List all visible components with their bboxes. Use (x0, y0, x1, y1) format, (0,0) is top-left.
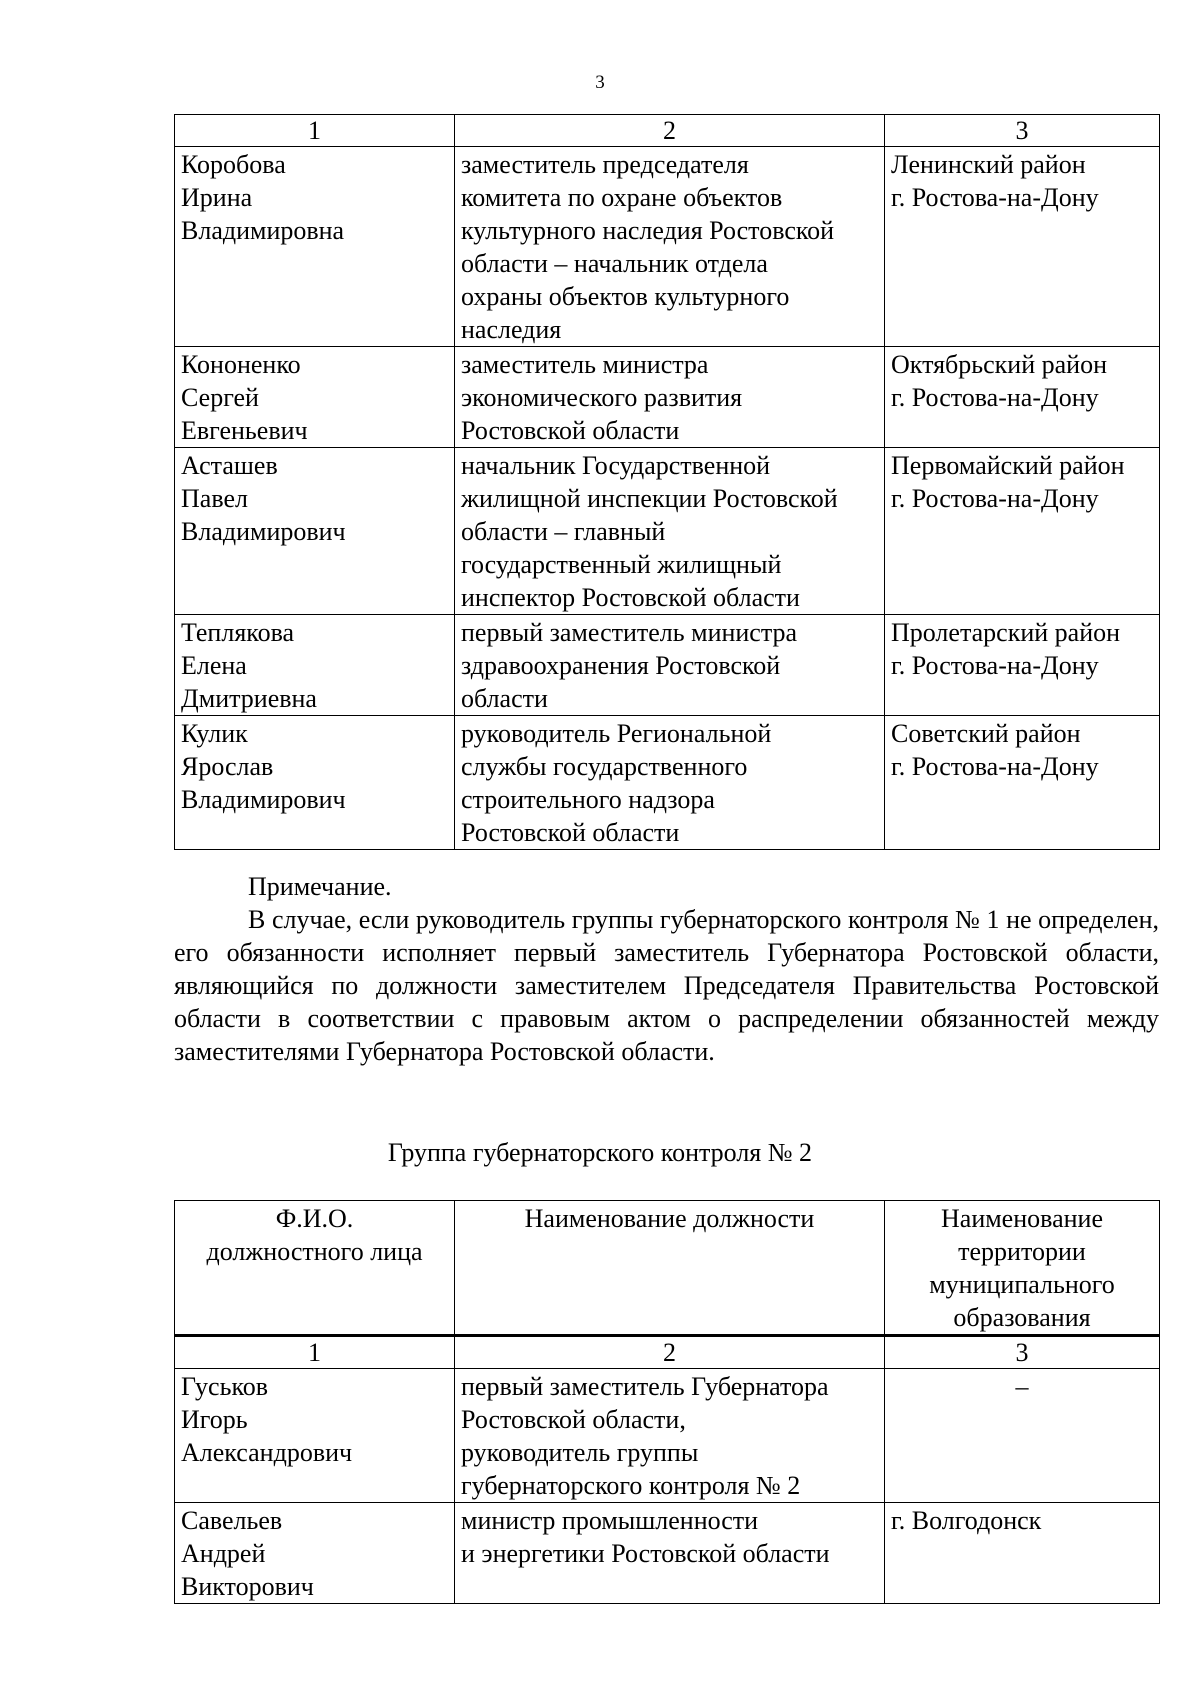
position-line: Ростовской области, (461, 1405, 686, 1434)
territory-cell (885, 716, 1160, 850)
position-cell (455, 615, 885, 716)
territory-cell (885, 347, 1160, 448)
position-line: службы государственного (461, 752, 748, 781)
name-line: Кулик (181, 719, 248, 748)
official-name-cell (175, 1503, 455, 1604)
position-line: строительного надзора (461, 785, 715, 814)
position-line: инспектор Ростовской области (461, 583, 800, 612)
official-name-cell (175, 1369, 455, 1503)
column-number: 2 (455, 115, 885, 147)
territory-line: Октябрьский район (891, 350, 1107, 379)
position-line: заместитель министра (461, 350, 709, 379)
header-line: Ф.И.О. (275, 1204, 354, 1233)
territory-line: – (1015, 1372, 1029, 1401)
territory-cell (885, 147, 1160, 347)
territory-cell (885, 1503, 1160, 1604)
name-line: Сергей (181, 383, 259, 412)
official-name-cell (175, 448, 455, 615)
territory-line: г. Ростова-на-Дону (891, 752, 1099, 781)
header-line: образования (953, 1303, 1091, 1332)
header-name-cell (175, 1201, 455, 1336)
position-cell (455, 448, 885, 615)
official-name-cell (175, 615, 455, 716)
column-number: 1 (175, 115, 455, 147)
name-line: Владимировна (181, 216, 345, 245)
name-line: Владимирович (181, 785, 346, 814)
name-line: Дмитриевна (181, 684, 317, 713)
name-line: Александрович (181, 1438, 353, 1467)
position-line: губернаторского контроля № 2 (461, 1471, 801, 1500)
note-title: Примечание. (248, 872, 392, 901)
position-line: первый заместитель министра (461, 618, 798, 647)
position-line: начальник Государственной (461, 451, 771, 480)
position-line: Ростовской области (461, 416, 680, 445)
official-name-cell (175, 147, 455, 347)
name-line: Евгеньевич (181, 416, 308, 445)
position-line: комитета по охране объектов (461, 183, 783, 212)
territory-line: г. Ростова-на-Дону (891, 651, 1099, 680)
column-number: 3 (885, 115, 1160, 147)
column-number-row (175, 1336, 1160, 1369)
officials-table-group-1 (174, 114, 1160, 850)
position-line: руководитель Региональной (461, 719, 772, 748)
position-line: руководитель группы (461, 1438, 699, 1467)
table-row (175, 615, 1160, 716)
position-line: культурного наследия Ростовской (461, 216, 835, 245)
name-line: Коробова (181, 150, 286, 179)
note-text: В случае, если руководитель группы губернаторского контроля № 1 не определен, его обязанности исполняет первый заместитель Губернатора Ростовской области, являющийся по должности заместителем Председателя Правительства Ростовской области в соответствии с правовым актом о распределении обязанностей между заместителями Губернатора Ростовской области. (174, 905, 1159, 1066)
territory-line: Советский район (891, 719, 1081, 748)
officials-table-group-2 (174, 1200, 1160, 1604)
territory-line: г. Ростова-на-Дону (891, 484, 1099, 513)
header-line: Наименование (941, 1204, 1103, 1233)
territory-cell (885, 1369, 1160, 1503)
position-line: здравоохранения Ростовской (461, 651, 781, 680)
table-row (175, 147, 1160, 347)
name-line: Ирина (181, 183, 253, 212)
position-line: экономического развития (461, 383, 743, 412)
position-line: первый заместитель Губернатора (461, 1372, 829, 1401)
table-row (175, 448, 1160, 615)
position-line: государственный жилищный (461, 550, 782, 579)
page-number: 3 (595, 72, 605, 93)
territory-line: Пролетарский район (891, 618, 1121, 647)
table-row (175, 1369, 1160, 1503)
column-number: 3 (885, 1336, 1160, 1369)
position-line: области (461, 684, 548, 713)
table-row (175, 716, 1160, 850)
territory-line: г. Волгодонск (891, 1506, 1042, 1535)
table-row (175, 347, 1160, 448)
name-line: Савельев (181, 1506, 283, 1535)
territory-cell (885, 615, 1160, 716)
name-line: Асташев (181, 451, 278, 480)
position-cell (455, 347, 885, 448)
name-line: Кононенко (181, 350, 301, 379)
official-name-cell (175, 716, 455, 850)
name-line: Павел (181, 484, 248, 513)
position-cell (455, 1369, 885, 1503)
territory-line: Первомайский район (891, 451, 1125, 480)
note-body (174, 903, 1159, 1068)
name-line: Теплякова (181, 618, 295, 647)
position-line: министр промышленности (461, 1506, 759, 1535)
header-territory-cell (885, 1201, 1160, 1336)
name-line: Андрей (181, 1539, 266, 1568)
name-line: Гуськов (181, 1372, 269, 1401)
position-cell (455, 716, 885, 850)
territory-line: г. Ростова-на-Дону (891, 383, 1099, 412)
territory-cell (885, 448, 1160, 615)
official-name-cell (175, 347, 455, 448)
header-line: Наименование должности (524, 1204, 815, 1233)
position-cell (455, 147, 885, 347)
position-line: и энергетики Ростовской области (461, 1539, 830, 1568)
header-line: территории (958, 1237, 1086, 1266)
territory-line: Ленинский район (891, 150, 1086, 179)
column-number: 2 (455, 1336, 885, 1369)
position-line: области – главный (461, 517, 666, 546)
column-number-row (175, 115, 1160, 147)
name-line: Елена (181, 651, 247, 680)
header-line: должностного лица (206, 1237, 423, 1266)
name-line: Игорь (181, 1405, 248, 1434)
position-line: области – начальник отдела (461, 249, 768, 278)
position-line: жилищной инспекции Ростовской (461, 484, 838, 513)
territory-line: г. Ростова-на-Дону (891, 183, 1099, 212)
header-line: муниципального (929, 1270, 1115, 1299)
position-line: Ростовской области (461, 818, 680, 847)
name-line: Ярослав (181, 752, 274, 781)
table-row (175, 1503, 1160, 1604)
group-2-title: Группа губернаторского контроля № 2 (387, 1138, 813, 1167)
position-cell (455, 1503, 885, 1604)
position-line: наследия (461, 315, 562, 344)
table-header-row (175, 1201, 1160, 1336)
position-line: охраны объектов культурного (461, 282, 790, 311)
position-line: заместитель председателя (461, 150, 749, 179)
name-line: Викторович (181, 1572, 314, 1601)
header-position-cell (455, 1201, 885, 1336)
column-number: 1 (175, 1336, 455, 1369)
name-line: Владимирович (181, 517, 346, 546)
